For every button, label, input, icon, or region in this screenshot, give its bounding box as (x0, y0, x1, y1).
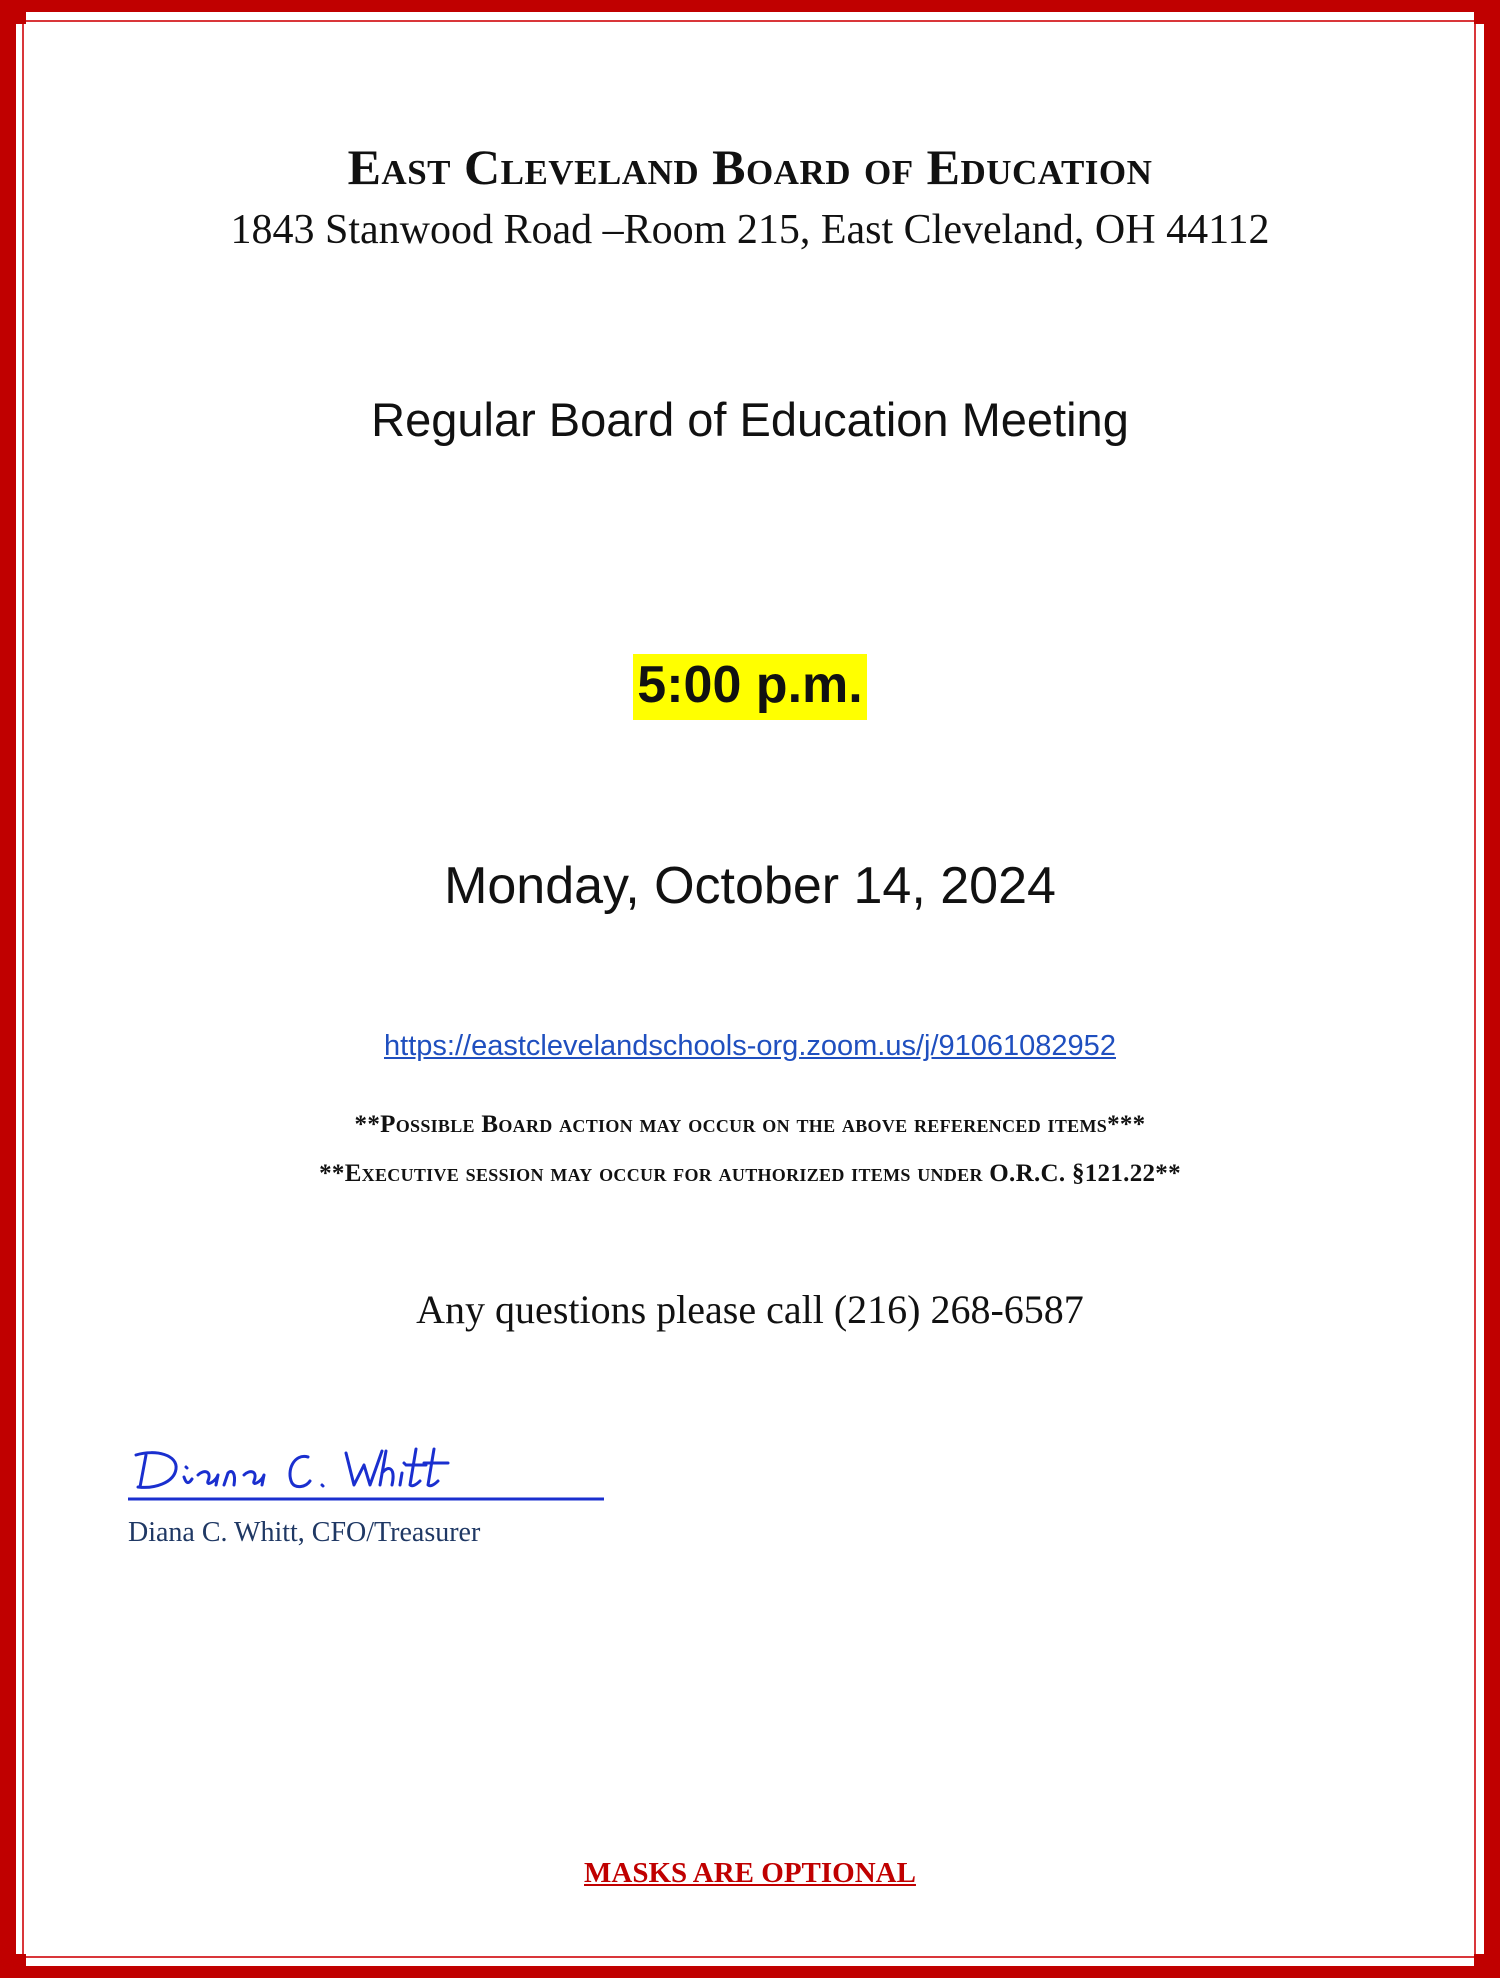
page-border-inner (22, 20, 1476, 1958)
meeting-date: Monday, October 14, 2024 (444, 857, 1056, 915)
handwritten-signature (126, 1441, 606, 1503)
meeting-time: 5:00 p.m. (633, 654, 866, 720)
border-corner-bottom-left (12, 1954, 26, 1968)
zoom-link-anchor[interactable]: https://eastclevelandschools-org.zoom.us/j/91061082952 (384, 1030, 1116, 1062)
board-action-notice: **Possible Board action may occur on the above referenced items*** (354, 1111, 1146, 1138)
meeting-name: Regular Board of Education Meeting (371, 393, 1129, 446)
meeting-time-row (0, 654, 1500, 720)
board-title: East Cleveland Board of Education (347, 139, 1153, 195)
zoom-link[interactable] (0, 1030, 1500, 1063)
board-address: 1843 Stanwood Road –Room 215, East Cleveland, OH 44112 (230, 207, 1270, 253)
border-corner-bottom-right (1474, 1954, 1488, 1968)
executive-session-notice: **Executive session may occur for authorized items under O.R.C. §121.22** (319, 1160, 1181, 1187)
border-corner-top-left (12, 10, 26, 24)
signer-title: Diana C. Whitt, CFO/Treasurer (128, 1517, 481, 1548)
contact-questions: Any questions please call (216) 268-6587 (416, 1287, 1084, 1332)
border-corner-top-right (1474, 10, 1488, 24)
masks-notice: MASKS ARE OPTIONAL (584, 1857, 916, 1889)
